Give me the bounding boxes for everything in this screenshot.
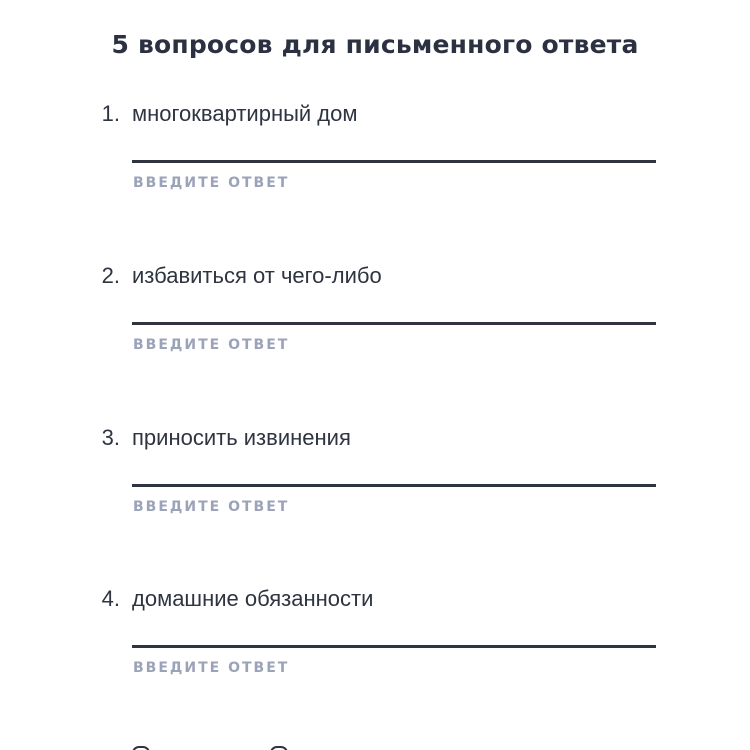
question-number: 1. — [101, 101, 120, 126]
question-text: домашние обязанности — [132, 586, 374, 611]
question-1 — [0, 101, 750, 251]
glyph-fragment — [270, 746, 288, 750]
next-question-partial — [100, 742, 300, 750]
question-text: приносить извинения — [132, 425, 351, 450]
answer-input-3[interactable] — [132, 460, 656, 487]
question-2 — [0, 263, 750, 413]
question-4 — [0, 586, 750, 736]
answer-input-1[interactable] — [132, 136, 656, 163]
answer-hint: ВВЕДИТЕ ОТВЕТ — [133, 499, 290, 515]
question-text: избавиться от чего-либо — [132, 263, 382, 288]
answer-hint: ВВЕДИТЕ ОТВЕТ — [133, 175, 290, 191]
answer-hint: ВВЕДИТЕ ОТВЕТ — [133, 337, 290, 353]
question-3 — [0, 425, 750, 575]
question-number: 2. — [101, 263, 120, 288]
glyph-fragment — [132, 746, 150, 750]
page-title: 5 вопросов для письменного ответа — [111, 30, 639, 59]
answer-input-2[interactable] — [132, 298, 656, 325]
answer-hint: ВВЕДИТЕ ОТВЕТ — [133, 660, 290, 676]
question-text: многоквартирный дом — [132, 101, 358, 126]
answer-input-4[interactable] — [132, 621, 656, 648]
question-number: 3. — [101, 425, 120, 450]
question-number: 4. — [101, 586, 120, 611]
